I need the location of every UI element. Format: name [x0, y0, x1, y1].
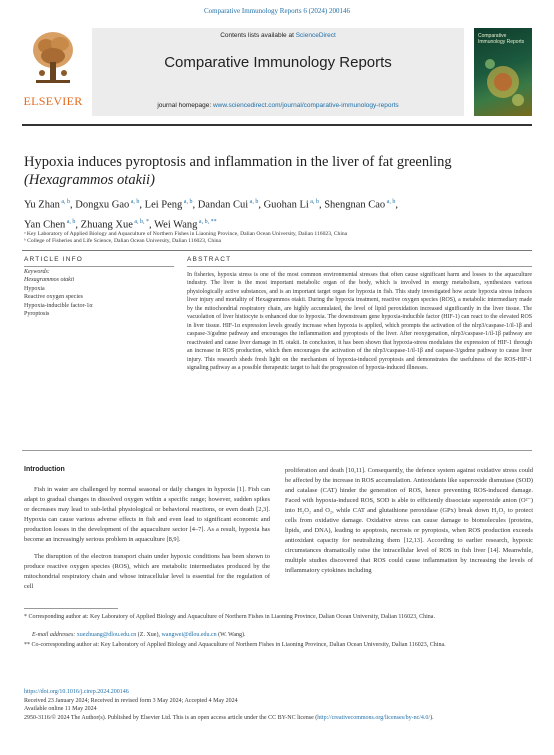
article-info-heading: ARTICLE INFO	[24, 256, 84, 263]
journal-title: Comparative Immunology Reports	[164, 54, 392, 71]
email-owner-xue: (Z. Xue),	[136, 632, 162, 638]
author-affiliation-marker[interactable]: a, b	[182, 199, 193, 205]
keywords-list	[24, 276, 174, 319]
co-corresponding-author-note: ** Co-corresponding author at: Key Laboratory of Applied Biology and Aquaculture of Northern Fishes in Liaoning Province, Dalian Ocean University, Dalian 116023, China.	[24, 642, 446, 648]
email-owner-wang: (W. Wang).	[216, 632, 246, 638]
body-column-right	[285, 466, 533, 577]
body-rule	[22, 450, 532, 451]
email-label: E-mail addresses:	[32, 632, 77, 638]
elsevier-logo[interactable]	[22, 28, 84, 110]
intro-paragraph-3: proliferation and death [10,11]. Consequently, the defence system against oxidative stress could be affected by the increase in ROS accumulation. Antioxidants like superoxide dismutase (SOD) and catalase (CAT) hinder the generation of ROS, hence preventing ROS-induced damage. Faced with hypoxia-induced ROS, SOD is able to efficiently dissociate superoxide anion (O²⁻) into H₂O₂ and O₂, while CAT and glutathione peroxidase (GPx) break down H₂O₂ to protect cells from oxidative damage. Oxidative stress can cause damage to biomolecules (proteins, lipids, and DNA), leading to apoptosis, necrosis or pyroptosis, when ROS production exceeds antioxidant capacity for neutralizing them [12,13]. According to earlier research, hypoxic circumstances dramatically raise the intracellular level of ROS in fish liver [14]. Meanwhile, multiple studies discovered that ROS could cause inflammation by increasing the levels of inflammatory cytokines including	[285, 467, 533, 575]
header-rule	[22, 124, 532, 126]
author-affiliation-marker[interactable]: a, b, **	[197, 218, 217, 225]
affiliation-rule	[22, 250, 532, 251]
contents-prefix: Contents lists available at	[220, 32, 296, 39]
license-line	[24, 714, 534, 723]
keyword-item: Reactive oxygen species	[24, 294, 83, 301]
author-affiliation-marker[interactable]: a, b	[129, 199, 140, 205]
license-suffix: ).	[430, 714, 434, 721]
author-name[interactable]: Yan Chen	[24, 219, 66, 230]
elsevier-tree-icon	[30, 28, 76, 90]
author-name[interactable]: Guohan Li	[263, 199, 309, 211]
author-name[interactable]: Dongxu Gao	[75, 199, 130, 211]
keyword-item: Hexagrammos otakii	[24, 277, 75, 283]
keyword-item: Hypoxia-inducible factor-1α	[24, 302, 93, 309]
author-name[interactable]: Shengnan Cao	[324, 199, 386, 211]
keywords-label: Keywords:	[24, 269, 50, 275]
author-name[interactable]: Yu Zhan	[24, 199, 60, 211]
email-link-xue[interactable]: xuezhuang@dlou.edu.cn	[76, 632, 137, 638]
author-name[interactable]: Zhuang Xue	[80, 219, 133, 230]
article-info-rule	[24, 266, 174, 267]
affiliation-a: ᵃ Key Laboratory of Applied Biology and Aquaculture of Northern Fishes in Liaoning Province, Dalian Ocean University, Dalian 116023, China	[24, 231, 348, 237]
journal-homepage-link[interactable]: www.sciencedirect.com/journal/comparative-immunology-reports	[212, 102, 399, 109]
license-prefix: 2950-3116/© 2024 The Author(s). Published by Elsevier Ltd. This is an open access article under the CC BY-NC license (	[24, 714, 318, 721]
keyword-item: Pyroptosis	[24, 311, 50, 318]
author-affiliation-marker[interactable]: a, b, *	[132, 218, 150, 225]
email-link-wang[interactable]: wangwei@dlou.edu.cn	[161, 632, 217, 638]
elsevier-wordmark: ELSEVIER	[23, 94, 83, 108]
author-name[interactable]: Dandan Cui	[197, 199, 249, 211]
intro-paragraph-2: The disruption of the electron transport chain under hypoxic conditions has been shown to produce reactive oxygen species (ROS), which are metabolic intermediates produced by the mitochondrial respiratory chain and whose intracellular level is essential for the regulation of cell	[24, 553, 270, 591]
article-title-line1: Hypoxia induces pyroptosis and inflammation in the liver of fat greenling	[24, 154, 452, 170]
email-line	[24, 631, 540, 640]
affiliation-b: ᵇ College of Fisheries and Life Science, Dalian Ocean University, Dalian 116023, China	[24, 238, 222, 244]
journal-homepage-line	[92, 102, 464, 109]
journal-citation-line[interactable]: Comparative Immunology Reports 6 (2024) 200146	[203, 7, 350, 15]
available-online: Available online 11 May 2024	[24, 706, 97, 713]
corresponding-author-note: * Corresponding author at: Key Laboratory of Applied Biology and Aquaculture of Northern Fishes in Liaoning Province, Dalian Ocean University, Dalian 116023, China.	[24, 614, 435, 620]
keyword-item: Hypoxia	[24, 285, 45, 292]
received-dates: Received 23 January 2024; Received in revised form 3 May 2024; Accepted 4 May 2024	[24, 697, 238, 704]
abstract-rule	[187, 266, 532, 267]
journal-header	[22, 20, 532, 120]
cover-label: Comparative Immunology Reports	[478, 33, 525, 45]
cover-art-icon	[480, 54, 526, 110]
doi-link[interactable]: https://doi.org/10.1016/j.cirep.2024.200146	[24, 689, 129, 695]
author-affiliation-marker[interactable]: a, b	[65, 218, 76, 225]
sciencedirect-link[interactable]: ScienceDirect	[295, 32, 336, 39]
author-affiliation-marker[interactable]: a, b	[248, 199, 259, 205]
author-affiliation-marker[interactable]: a, b	[59, 199, 71, 205]
author-name[interactable]: Wei Wang	[154, 219, 198, 230]
license-link[interactable]: http://creativecommons.org/licenses/by-nc/4.0/	[317, 714, 431, 721]
author-line-1: Yu Zhan $^{a, b}$, Dongxu Gao $^{a, b}$, Lei Peng $^{a, b}$, Dandan Cui $^{a, b}$, Guohan Li $^{a, b}$, Shengnan Cao $^{a, b}$,	[24, 199, 398, 211]
intro-paragraph-1: Fish in water are challenged by normal seasonal or daily changes in hypoxia [1]. Fish can adapt to gradual changes in dissolved oxygen within a specific range; however, sudden spikes or decreases may lead to sub-lethal physiological or behavioral reactions, or even death [2,3]. Hypoxia can cause various adverse effects in fish and even lead to significant economic and production losses in the development of the aquaculture sector [4–7]. As a result, hypoxia has become an increasingly serious problem in aquaculture [8,9].	[24, 486, 270, 544]
article-title-line2: Hexagrammos otakii	[28, 172, 151, 188]
author-list	[24, 194, 534, 233]
introduction-heading: Introduction	[24, 466, 65, 473]
author-affiliation-marker[interactable]: a, b	[308, 199, 319, 205]
homepage-prefix: journal homepage:	[157, 102, 213, 109]
article-title: Hypoxia induces pyroptosis and inflammation in the liver of fat greenling (Hexagrammos otakii)	[24, 153, 534, 189]
author-name[interactable]: Lei Peng	[144, 199, 183, 211]
author-affiliation-marker[interactable]: a, b	[385, 199, 396, 205]
journal-header-box	[92, 28, 464, 116]
footnote-rule	[24, 608, 118, 609]
contents-line	[92, 32, 464, 39]
author-line-2: Yan Chen $^{a, b}$, Zhuang Xue $^{a, b, *}$, Wei Wang $^{a, b, **}$	[24, 218, 217, 230]
article-history	[24, 688, 534, 722]
journal-cover-image[interactable]	[474, 28, 532, 116]
abstract-text: In fisheries, hypoxia stress is one of the most common environmental stresses that often cause significant harm and losses to the aquaculture industry. The liver is the most important metabolic organ of the body, which is involved in energy metabolism, synthesizes various physiologically active substances, and is an important target organ for hypoxia in fish. This study investigated how acute hypoxia stress induces liver injury and mortality of Hexagrammos otakii. During the hypoxia treatment, reactive oxygen species (ROS), a metabolic intermediary made by the mitochondrial respiratory chain, are highly accumulated, the level of lipid peroxidation increased significantly in the liver tissue. The vacuolation of liver histiocyte is enhanced due to hypoxia. The downstream gene hypoxia-inducible factor (HIF-1) can react to the elevated ROS in liver tissue. HIF-1α expression levels greatly increase when hypoxia is applied, which prompts the activation of the nlrp3/caspase-1/il-1β and caspase-3/gsdme pathway and encourages the inflammation and pyroptosis of the liver. After reoxygenation, nlrp3/caspase-1/il-1β pathway are reactivated and cause liver damage in H. otakii. In conclusion, it has been shown that hypoxia-stress modulates the expression of HIF-1 through an increase in ROS production, which then encourages the activation of the nlrp3/caspase-1/il-1β and caspase-3/gsdme pathway to cause liver injury. This research sheds fresh light on the mechanism of hypoxia-induced pyroptosis and demonstrates the usefulness of the ROS-HIF-1 signaling pathway as a possible therapeutic target to halt the progression of hypoxia-induced illnesses.	[187, 272, 532, 371]
abstract-heading: ABSTRACT	[187, 256, 232, 263]
body-column-left	[24, 485, 270, 592]
